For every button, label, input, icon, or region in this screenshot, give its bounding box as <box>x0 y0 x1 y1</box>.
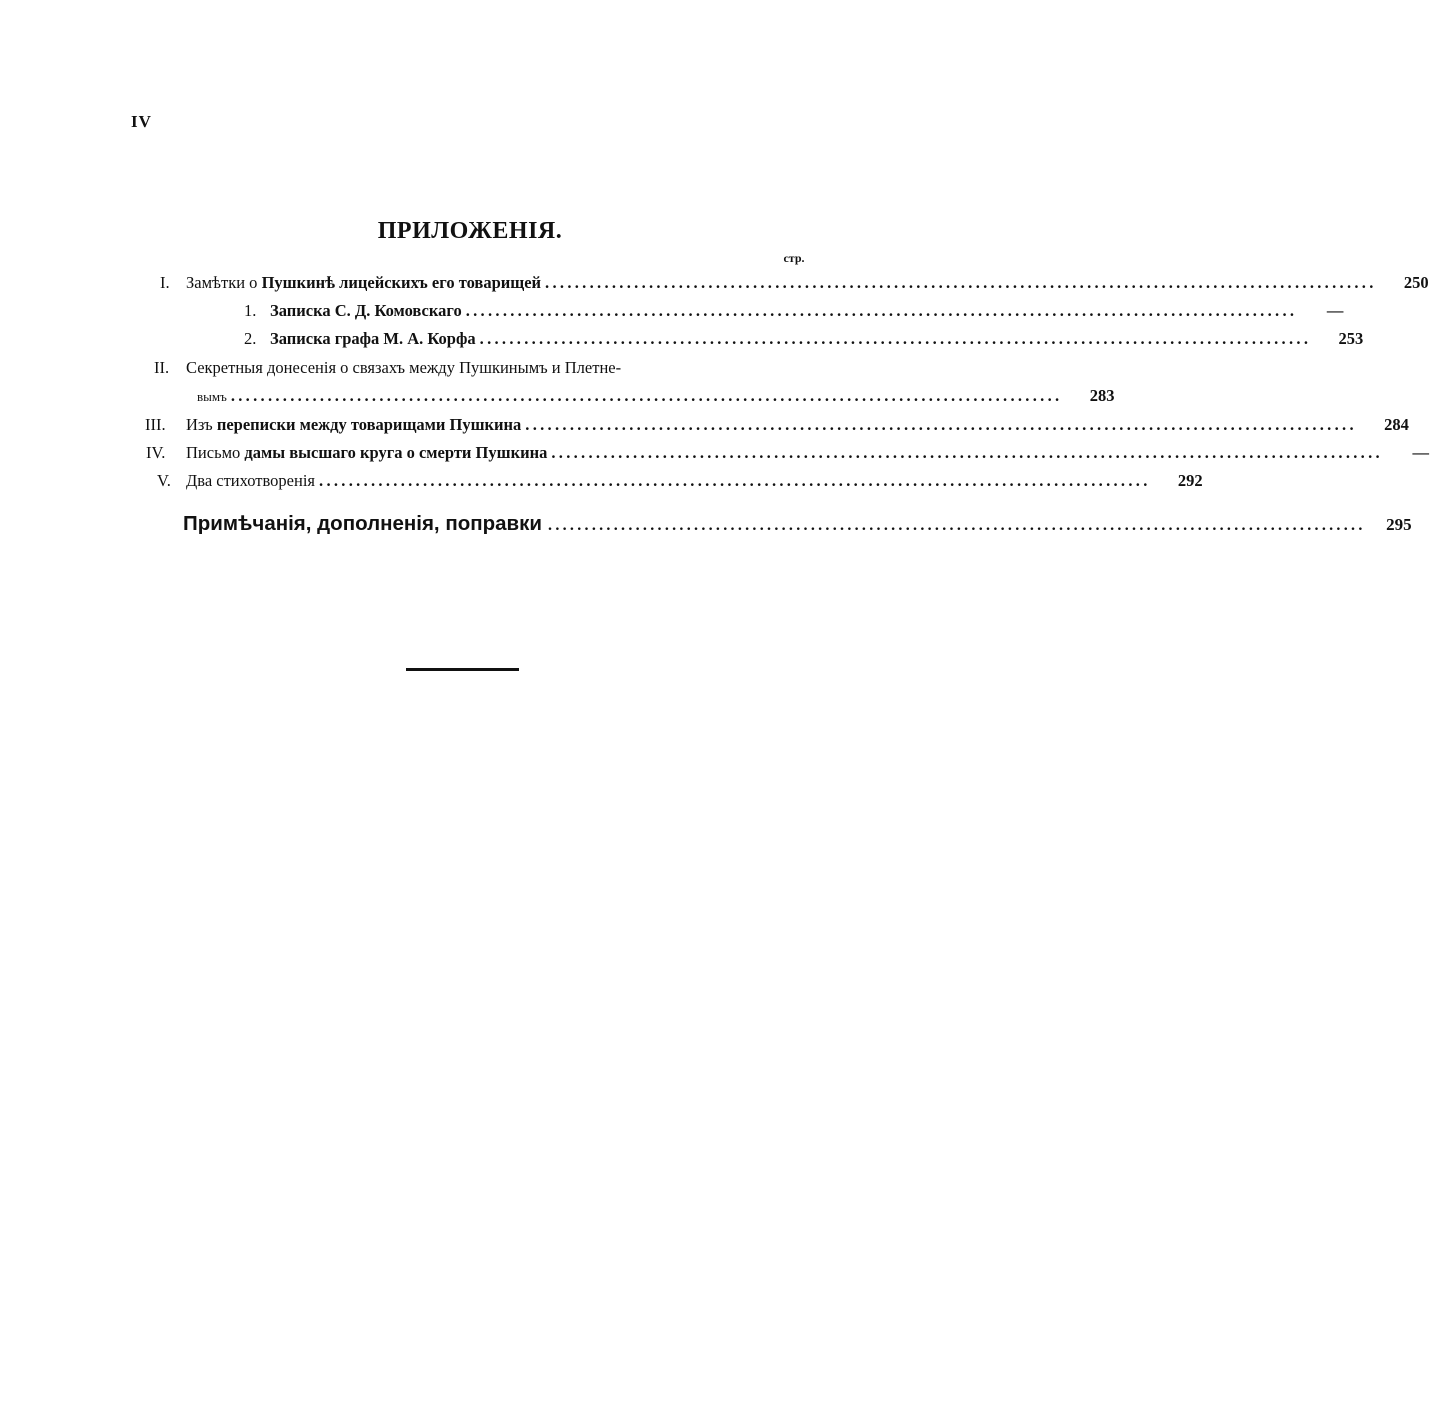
toc-page: — <box>1326 301 1344 320</box>
dot-leader: ................................................................................................................ <box>465 301 1298 320</box>
dot-leader: ................................................................................................................ <box>548 517 1366 534</box>
notes-title: Примѣчанія, дополненія, поправки <box>183 512 543 535</box>
dot-leader: ................................................................................................................ <box>319 471 1151 490</box>
toc-numeral: 2. <box>244 329 257 348</box>
toc-title-continuation: вымъ <box>197 389 227 404</box>
toc-entry-v <box>0 470 1203 492</box>
toc-entry-iv <box>0 442 1429 464</box>
toc-page: 292 <box>1177 471 1203 490</box>
notes-page: 295 <box>1386 515 1412 534</box>
toc-page: 284 <box>1384 415 1409 434</box>
toc-numeral: II. <box>154 358 170 377</box>
toc-title: Секретныя донесенія о связахъ между Пушкинымъ и Плетне- <box>186 358 622 377</box>
toc-entry-1 <box>0 300 1344 322</box>
toc-numeral: 1. <box>244 301 257 320</box>
dot-leader: ................................................................................................................ <box>230 386 1063 405</box>
page-column-label: стр. <box>783 251 805 265</box>
toc-title: Изъ переписки между товарищами Пушкина <box>186 415 522 434</box>
toc-numeral: IV. <box>146 443 166 462</box>
dot-leader: ................................................................................................................ <box>479 329 1312 348</box>
end-rule <box>406 668 519 671</box>
toc-page: 283 <box>1089 386 1115 405</box>
toc-page: 250 <box>1403 273 1429 292</box>
toc-title: Записка графа М. А. Корфа <box>270 329 476 348</box>
toc-numeral: I. <box>160 273 170 292</box>
toc-entry-ii-continued <box>0 385 1115 407</box>
toc-title: Записка С. Д. Комовскаго <box>270 301 462 320</box>
page-number: IV <box>131 112 152 131</box>
notes-entry <box>183 512 1412 542</box>
toc-entry-i <box>0 272 1429 294</box>
section-title: ПРИЛОЖЕНІЯ. <box>377 218 563 244</box>
toc-entry-2 <box>0 328 1364 350</box>
toc-title: Письмо дамы высшаго круга о смерти Пушкина <box>186 443 548 462</box>
dot-leader: ................................................................................................................ <box>525 415 1357 434</box>
toc-page: — <box>1412 443 1429 462</box>
toc-numeral: III. <box>145 415 166 434</box>
toc-numeral: V. <box>157 471 171 490</box>
toc-title: Два стихотворенія <box>186 471 316 490</box>
dot-leader: ................................................................................................................ <box>545 273 1377 292</box>
toc-entry-iii <box>0 414 1409 436</box>
toc-title: Замѣтки о Пушкинѣ лицейскихъ его товарищей <box>186 273 542 292</box>
toc-entry-ii <box>0 357 1000 379</box>
dot-leader: ................................................................................................................ <box>551 443 1383 462</box>
toc-page: 253 <box>1338 329 1364 348</box>
